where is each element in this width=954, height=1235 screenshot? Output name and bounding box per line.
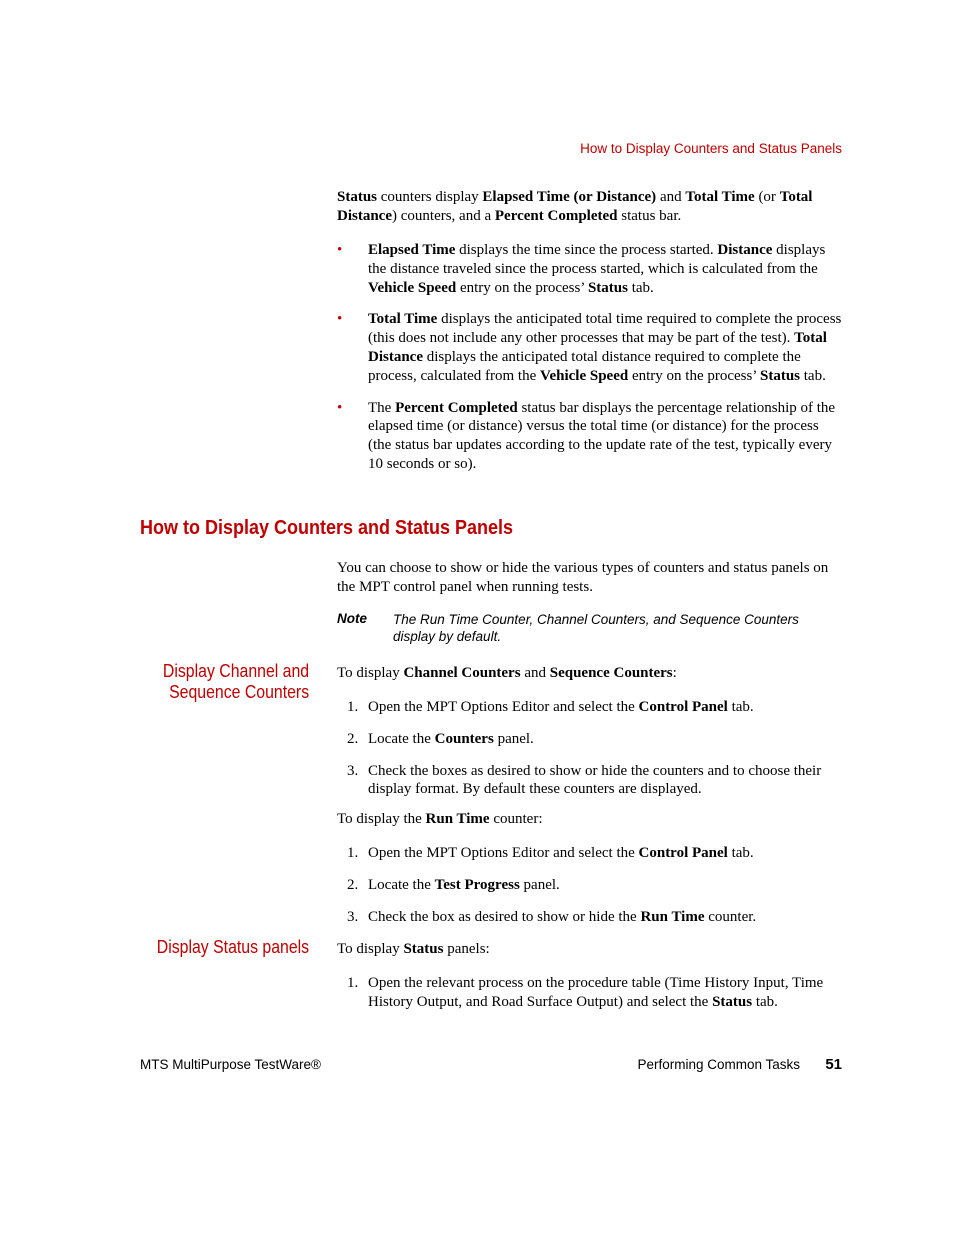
list-item: 1. Open the MPT Options Editor and select the Control Panel tab.: [347, 699, 754, 715]
footer-product-name: MTS MultiPurpose TestWare®: [140, 1057, 321, 1072]
list-item: • Elapsed Time displays the time since the process started. Distance displays the distance traveled since the process started, which is calculated from the Vehicle Speed entry on the process’ Status tab.: [337, 242, 826, 296]
runtime-steps: [337, 844, 843, 926]
channel-steps: [337, 698, 843, 799]
term-elapsed-time: Elapsed Time (or Distance): [482, 189, 657, 205]
section-heading: How to Display Counters and Status Panels: [140, 517, 514, 539]
term-percent-completed: Percent Completed: [494, 207, 618, 224]
term-total-time: Total Time: [685, 189, 755, 205]
sidehead-status-panels: Display Status panels: [156, 937, 309, 957]
term-status: Status: [337, 189, 378, 205]
section-intro: You can choose to show or hide the various types of counters and status panels on the MPT control panel when running tests.: [337, 560, 829, 595]
list-item: 3. Check the boxes as desired to show or hide the counters and to choose their display format. By default these counters are displayed.: [347, 762, 822, 798]
note-text: The Run Time Counter, Channel Counters, and Sequence Counters display by default.: [393, 612, 799, 644]
list-item: • Total Time displays the anticipated total time required to complete the process (this does not include any other processes that may be part of the test). Total Distance displays the anticipated total distance required to complete the process, calculated from the Vehicle Speed entry on the process’ Status tab.: [337, 311, 842, 384]
list-item: 1. Open the MPT Options Editor and select the Control Panel tab.: [347, 845, 754, 861]
bullet-marker: •: [337, 242, 343, 258]
list-item: 2. Locate the Counters panel.: [347, 730, 534, 747]
status-lead: To display Status panels:: [337, 941, 490, 957]
bullet-list: [337, 241, 843, 474]
status-steps: [337, 974, 843, 1012]
bullet-marker: •: [337, 399, 343, 416]
running-head: How to Display Counters and Status Panels: [580, 141, 842, 156]
note-label: Note: [337, 611, 367, 626]
sidehead-channel-counters: Display Channel and Sequence Counters: [162, 661, 309, 702]
list-item: 2. Locate the Test Progress panel.: [347, 876, 560, 893]
list-item: 1. Open the relevant process on the procedure table (Time History Input, Time History Output, and Road Surface Output) and select the Status tab.: [347, 975, 824, 1010]
list-item: 3. Check the box as desired to show or hide the Run Time counter.: [347, 908, 757, 925]
runtime-lead: To display the Run Time counter:: [337, 811, 543, 827]
list-item: • The Percent Completed status bar displays the percentage relationship of the elapsed time (or distance) versus the total time (or distance) for the process (the status bar updates according to the update rate of the test, typically every 10 seconds or so).: [337, 399, 836, 472]
page-number: 51: [825, 1056, 842, 1073]
channel-lead: To display Channel Counters and Sequence Counters:: [337, 665, 677, 681]
bullet-marker: •: [337, 311, 343, 328]
term-total-distance: Total Distance: [337, 189, 813, 224]
footer-chapter-title: Performing Common Tasks: [637, 1057, 800, 1072]
intro-paragraph: Status counters display Elapsed Time (or Distance) and Total Time (or Total Distance) counters, and a Percent Completed status bar.: [337, 189, 813, 224]
